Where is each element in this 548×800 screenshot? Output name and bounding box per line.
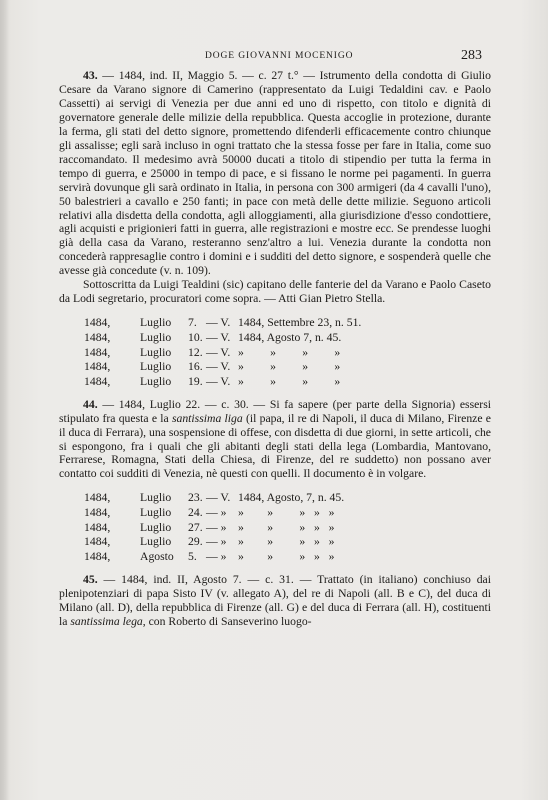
registration-c3: 16.	[188, 360, 203, 374]
entry-44-paragraph	[59, 398, 491, 482]
registration-c2: Luglio	[140, 491, 172, 505]
registration-c5: » » » » »	[238, 550, 335, 564]
entry-44-number: 44.	[83, 397, 98, 411]
registration-row	[84, 521, 491, 536]
entry-43-number: 43.	[83, 69, 98, 82]
registration-c2: Luglio	[140, 506, 172, 520]
page-number: 283	[461, 48, 482, 63]
running-title: DOGE GIOVANNI MOCENIGO	[205, 51, 354, 61]
registration-c2: Luglio	[140, 360, 172, 374]
registration-c3: 19.	[188, 374, 203, 388]
registration-c5: » » » » »	[238, 520, 335, 534]
running-header	[0, 50, 548, 66]
registration-c4: — »	[206, 520, 227, 534]
registration-c5: 1484, Agosto, 7, n. 45.	[238, 491, 345, 505]
registration-c1: 1484,	[84, 550, 111, 564]
registration-c3: 27.	[188, 520, 203, 534]
registration-c2: Luglio	[140, 520, 172, 534]
registration-row	[84, 316, 491, 331]
registration-row	[84, 360, 491, 375]
registration-c4: — »	[206, 535, 227, 549]
entry-43-paragraph	[59, 69, 491, 278]
entry-45-paragraph	[59, 573, 491, 629]
registration-row	[84, 331, 491, 346]
registration-c3: 23.	[188, 491, 203, 505]
registration-c4: — V.	[206, 491, 231, 505]
entry-45-italic: santissima lega	[70, 614, 143, 628]
registration-c3: 10.	[188, 330, 203, 344]
registration-c1: 1484,	[84, 491, 111, 505]
registration-c2: Agosto	[140, 550, 174, 564]
registration-c1: 1484,	[84, 360, 111, 374]
registration-c1: 1484,	[84, 520, 111, 534]
entry-43-subscription: Sottoscritta da Luigi Tealdini (sic) capitano delle fanterie del da Varano e Paolo Caseto da Lodi segretario, procuratori come sopra. — Atti Gian Pietro Stella.	[59, 278, 491, 306]
registration-row	[84, 550, 491, 565]
registration-row	[84, 535, 491, 550]
registration-row	[84, 346, 491, 361]
entry-44-text-b: (il papa, il re di Napoli, il duca di Milano, Firenze e il duca di Ferrara), una sospensione di offese, con disdetta di due giorni, in sette articoli, che si espongono, fra i quali che gli abitanti degli stati della lega (Lombardia, Mantovano, Ferrarese, Romagna, Stati della Chiesa, di Firenze, del re suddetto) non possano aver contatto coi sudditi di Venezia, nè questi con quelli. Il documento è in volgare.	[59, 411, 491, 481]
page-gutter-shadow	[0, 0, 10, 800]
registration-c3: 12.	[188, 345, 203, 359]
registration-c5: » » » » »	[238, 535, 335, 549]
registration-c4: — V.	[206, 374, 231, 388]
entry-43-text: — 1484, ind. II, Maggio 5. — c. 27 t.° — Istrumento della condotta di Giulio Cesare da Varano signore di Camerino (rappresentato da Luigi Tedaldini cav. e Paolo Cassetti) ai servigi di Venezia per due anni ed uno di rispetto, con titolo e dignità di governatore generale delle milizie della repubblica. Questa accoglie in protezione, durante la ferma, gli stati del detto signore, promettendo difenderli efficacemente contro chiunque gli assalisse; egli sarà incluso in ogni trattato che la stessa fosse per fare in Italia, come suo raccomandato. Il medesimo avrà 50000 ducati a titolo di stipendio per tutta la ferma in tempo di guerra, e 25000 in tempo di pace, e si fissano le norme pei pagamenti. In guerra servirà dovunque gli sarà ordinato in Italia, in persona con 300 armigeri (da 4 cavalli l'uno), 50 balestrieri a cavallo e 250 fanti; in pace con metà delle dette milizie. Seguono articoli relativi alla disdetta della condotta, agli alloggiamenti, alla giurisdizione d'esso condottiere, agli acquisti e prigionieri fatti in guerra, alle registrazioni e mostre ecc. Se prendesse luoghi già della casa da Varano, resteranno senz'altro a lui. Venezia durante la condotta non concederà rappresaglie contro i domini e i sudditi del detto signore, e sospenderà quelle che avesse già concedute (v. n. 109).	[59, 69, 491, 278]
registration-c5: » » » »	[238, 345, 341, 359]
registration-c3: 7.	[188, 316, 197, 330]
entry-45-text-a: — 1484, ind. II, Agosto 7. — c. 31. — Trattato (in italiano) conchiuso dai plenipotenziari di papa Sisto IV (v. allegato A), del re di Napoli (all. B e C), del duca di Milano (all. D), della repubblica di Firenze (all. G) e del duca di Ferrara (all. H), costituenti la	[59, 572, 491, 628]
registration-row	[84, 491, 491, 506]
entry-44-registrations	[84, 491, 491, 564]
registration-row	[84, 506, 491, 521]
registration-c4: — »	[206, 550, 227, 564]
registration-row	[84, 375, 491, 390]
registration-c5: » » » »	[238, 374, 341, 388]
registration-c5: 1484, Settembre 23, n. 51.	[238, 316, 362, 330]
registration-c5: » » » »	[238, 360, 341, 374]
entry-43-registrations	[84, 316, 491, 389]
registration-c3: 24.	[188, 506, 203, 520]
registration-c1: 1484,	[84, 345, 111, 359]
registration-c1: 1484,	[84, 316, 111, 330]
registration-c2: Luglio	[140, 316, 172, 330]
registration-c3: 5.	[188, 550, 197, 564]
entry-44-text-a: — 1484, Luglio 22. — c. 30. — Si fa sapere (per parte della Signoria) essersi stipulato fra questa e la	[59, 397, 491, 425]
registration-c2: Luglio	[140, 535, 172, 549]
registration-c2: Luglio	[140, 374, 172, 388]
registration-c4: — V.	[206, 316, 231, 330]
registration-c4: — V.	[206, 360, 231, 374]
registration-c1: 1484,	[84, 374, 111, 388]
registration-c4: — V.	[206, 330, 231, 344]
entry-45-text-b: , con Roberto di Sanseverino luogo-	[142, 614, 312, 628]
registration-c1: 1484,	[84, 535, 111, 549]
registration-c5: 1484, Agosto 7, n. 45.	[238, 330, 342, 344]
registration-c1: 1484,	[84, 330, 111, 344]
page-body	[59, 69, 491, 629]
entry-44-italic: santissima liga	[171, 411, 243, 425]
registration-c2: Luglio	[140, 330, 172, 344]
registration-c4: — »	[206, 506, 227, 520]
entry-45-number: 45.	[83, 572, 98, 586]
registration-c2: Luglio	[140, 345, 172, 359]
registration-c4: — V.	[206, 345, 231, 359]
registration-c5: » » » » »	[238, 506, 335, 520]
registration-c3: 29.	[188, 535, 203, 549]
registration-c1: 1484,	[84, 506, 111, 520]
